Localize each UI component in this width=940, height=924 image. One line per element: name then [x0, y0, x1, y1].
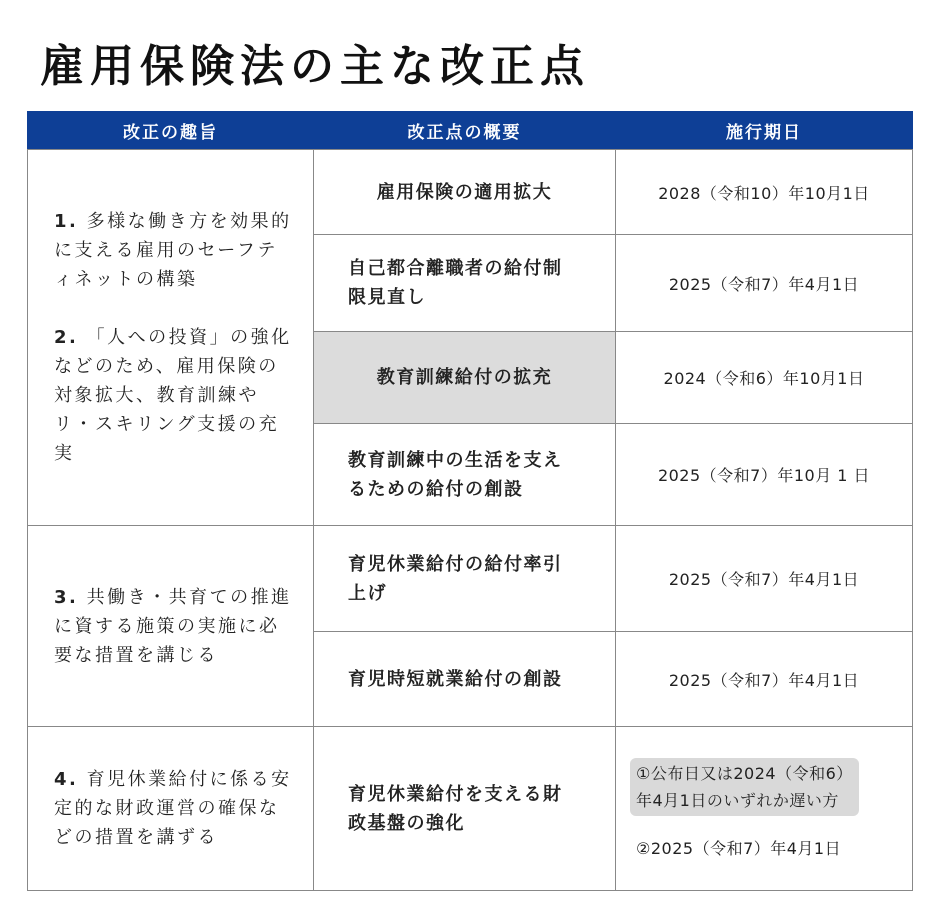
summary-text: 自己都合離職者の給付制: [348, 258, 563, 279]
purpose-line: 定的な財政運営の確保な: [54, 798, 280, 819]
header-summary: 改正点の概要: [313, 111, 616, 150]
summary-text: 雇用保険の適用拡大: [376, 181, 553, 203]
summary-cell: [313, 726, 616, 891]
date-cell: [615, 234, 913, 332]
summary-text: 教育訓練給付の拡充: [376, 367, 553, 388]
purpose-line: リ・スキリング支援の充: [54, 414, 280, 435]
purpose-line: などのため、雇用保険の: [54, 356, 279, 377]
purpose-number: 4.: [54, 769, 79, 790]
date-text: ①公布日又は2024（令和6）: [636, 764, 853, 783]
purpose-line: 要な措置を講じる: [54, 644, 218, 666]
summary-text: 育児時短就業給付の創設: [348, 668, 563, 690]
summary-cell: [313, 234, 616, 332]
purpose-number: 3.: [54, 586, 79, 608]
purpose-line: 実: [54, 443, 75, 464]
date-text: ②2025（令和7）年4月1日: [636, 839, 842, 858]
date-text: 2025（令和7）年4月1日: [668, 670, 860, 690]
date-cell: [615, 631, 913, 727]
summary-text: るための給付の創設: [348, 478, 524, 500]
summary-text: 限見直し: [348, 287, 426, 308]
date-cell: [615, 423, 913, 526]
header-purpose: 改正の趣旨: [27, 111, 314, 150]
date-cell: [615, 149, 913, 235]
summary-cell-highlighted: [313, 331, 616, 424]
purpose-line: ィネットの構築: [54, 269, 198, 290]
date-text: 年4月1日のいずれか遅い方: [636, 791, 839, 810]
purpose-line: どの措置を講ずる: [54, 827, 218, 848]
summary-text: 教育訓練中の生活を支え: [348, 449, 563, 471]
purpose-cell-1-2: [27, 149, 314, 526]
date-note-highlighted: [630, 758, 859, 816]
purpose-number: 2.: [54, 327, 79, 348]
purpose-cell-3: [27, 525, 314, 727]
summary-text: 育児休業給付を支える財: [348, 783, 563, 805]
summary-cell: [313, 631, 616, 727]
purpose-line: 共働き・共育ての推進: [86, 586, 292, 608]
date-cell: [615, 726, 913, 891]
date-text: 2025（令和7）年4月1日: [668, 570, 860, 589]
page-title: 雇用保険法の主な改正点: [40, 41, 590, 92]
summary-text: 育児休業給付の給付率引: [348, 553, 563, 575]
summary-cell: [313, 525, 616, 632]
purpose-cell-4: [27, 726, 314, 891]
purpose-line: 育児休業給付に係る安: [86, 769, 292, 790]
purpose-line: 多様な働き方を効果的: [86, 211, 292, 232]
date-cell: [615, 331, 913, 424]
summary-cell: [313, 149, 616, 235]
purpose-line: に資する施策の実施に必: [54, 615, 280, 637]
date-text: 2025（令和7）年4月1日: [668, 274, 860, 294]
summary-text: 上げ: [348, 582, 387, 604]
date-text: 2024（令和6）年10月1日: [663, 369, 865, 388]
purpose-line: に支える雇用のセーフテ: [54, 240, 278, 261]
purpose-line: 対象拡大、教育訓練や: [54, 385, 259, 406]
purpose-line: 「人への投資」の強化: [86, 327, 292, 348]
date-cell: [615, 525, 913, 632]
summary-text: 政基盤の強化: [348, 812, 465, 834]
summary-cell: [313, 423, 616, 526]
date-text: 2028（令和10）年10月1日: [658, 183, 870, 203]
purpose-number: 1.: [54, 211, 79, 232]
date-text: 2025（令和7）年10月 1 日: [657, 466, 871, 485]
header-date: 施行期日: [615, 111, 913, 150]
